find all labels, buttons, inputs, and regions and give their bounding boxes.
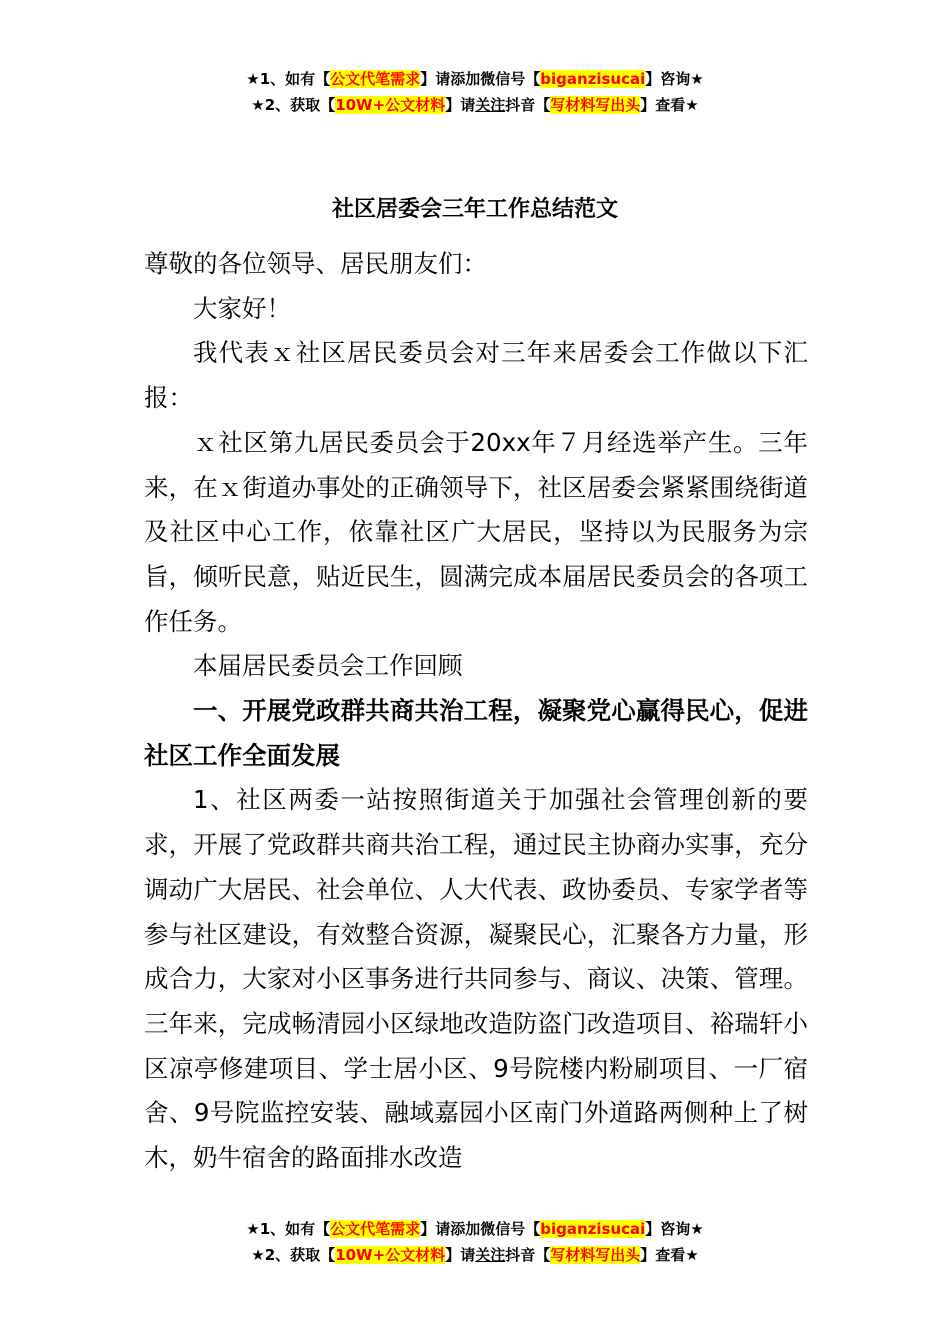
banner-text: 抖音【: [505, 96, 551, 114]
banner-line-2: [0, 1242, 950, 1268]
banner-text: 】请: [445, 1246, 476, 1264]
banner-underline: 关注: [475, 1246, 506, 1264]
banner-highlight-wechat: biganzisucai: [540, 1220, 646, 1238]
paragraph-item-1: 1、社区两委一站按照街道关于加强社会管理创新的要求，开展了党政群共商共治工程，通过民主协商办实事，充分调动广大居民、社会单位、人大代表、政协委员、专家学者等参与社区建设，有效整合资源，凝聚民心，汇聚各方力量，形成合力，大家对小区事务进行共同参与、商议、决策、管理。三年来，完成畅清园小区绿地改造防盗门改造项目、裕瑞轩小区凉亭修建项目、学士居小区、9号院楼内粉刷项目、一厂宿舍、9号院监控安装、融域嘉园小区南门外道路两侧种上了树木，奶牛宿舍的路面排水改造: [144, 785, 808, 1173]
banner-highlight: 公文代笔需求: [330, 70, 421, 88]
banner-highlight-wechat: biganzisucai: [540, 70, 646, 88]
banner-text: ★2、获取【: [251, 1246, 336, 1264]
banner-text: 】请添加微信号【: [420, 70, 541, 88]
top-banner: [0, 66, 950, 118]
banner-text: ★1、如有【: [246, 1220, 331, 1238]
banner-line-2: [0, 92, 950, 118]
banner-text: 】请添加微信号【: [420, 1220, 541, 1238]
banner-text: 】咨询★: [645, 1220, 704, 1238]
banner-text: 】咨询★: [645, 70, 704, 88]
banner-text: ★1、如有【: [246, 70, 331, 88]
document-title: 社区居委会三年工作总结范文: [331, 197, 618, 222]
banner-highlight: 10W+公文材料: [335, 1246, 446, 1264]
paragraph-review-title: 本届居民委员会工作回顾: [193, 651, 463, 681]
banner-line-1: [0, 1216, 950, 1242]
banner-text: 】查看★: [640, 96, 699, 114]
banner-text: 】查看★: [640, 1246, 699, 1264]
document-body: [144, 242, 808, 1181]
section-heading-1: 一、开展党政群共商共治工程，凝聚党心赢得民心，促进社区工作全面发展: [144, 696, 808, 770]
banner-text: 抖音【: [505, 1246, 551, 1264]
salutation: 尊敬的各位领导、居民朋友们：: [144, 249, 487, 278]
paragraph-background: ｘ社区第九居民委员会于20xx年７月经选举产生。三年来，在ｘ街道办事处的正确领导下，社区居委会紧紧围绕街道及社区中心工作，依靠社区广大居民，坚持以为民服务为宗旨，倾听民意，贴近民生，圆满完成本届居民委员会的各项工作任务。: [144, 427, 808, 636]
greeting: 大家好！: [193, 293, 291, 323]
banner-highlight-douyin: 写材料写出头: [550, 1246, 641, 1264]
bottom-banner: [0, 1216, 950, 1268]
banner-highlight: 公文代笔需求: [330, 1220, 421, 1238]
banner-text: ★2、获取【: [251, 96, 336, 114]
banner-highlight: 10W+公文材料: [335, 96, 446, 114]
banner-text: 】请: [445, 96, 476, 114]
banner-underline: 关注: [475, 96, 506, 114]
banner-line-1: [0, 66, 950, 92]
banner-highlight-douyin: 写材料写出头: [550, 96, 641, 114]
paragraph-intro: 我代表ｘ社区居民委员会对三年来居委会工作做以下汇报：: [144, 338, 808, 413]
